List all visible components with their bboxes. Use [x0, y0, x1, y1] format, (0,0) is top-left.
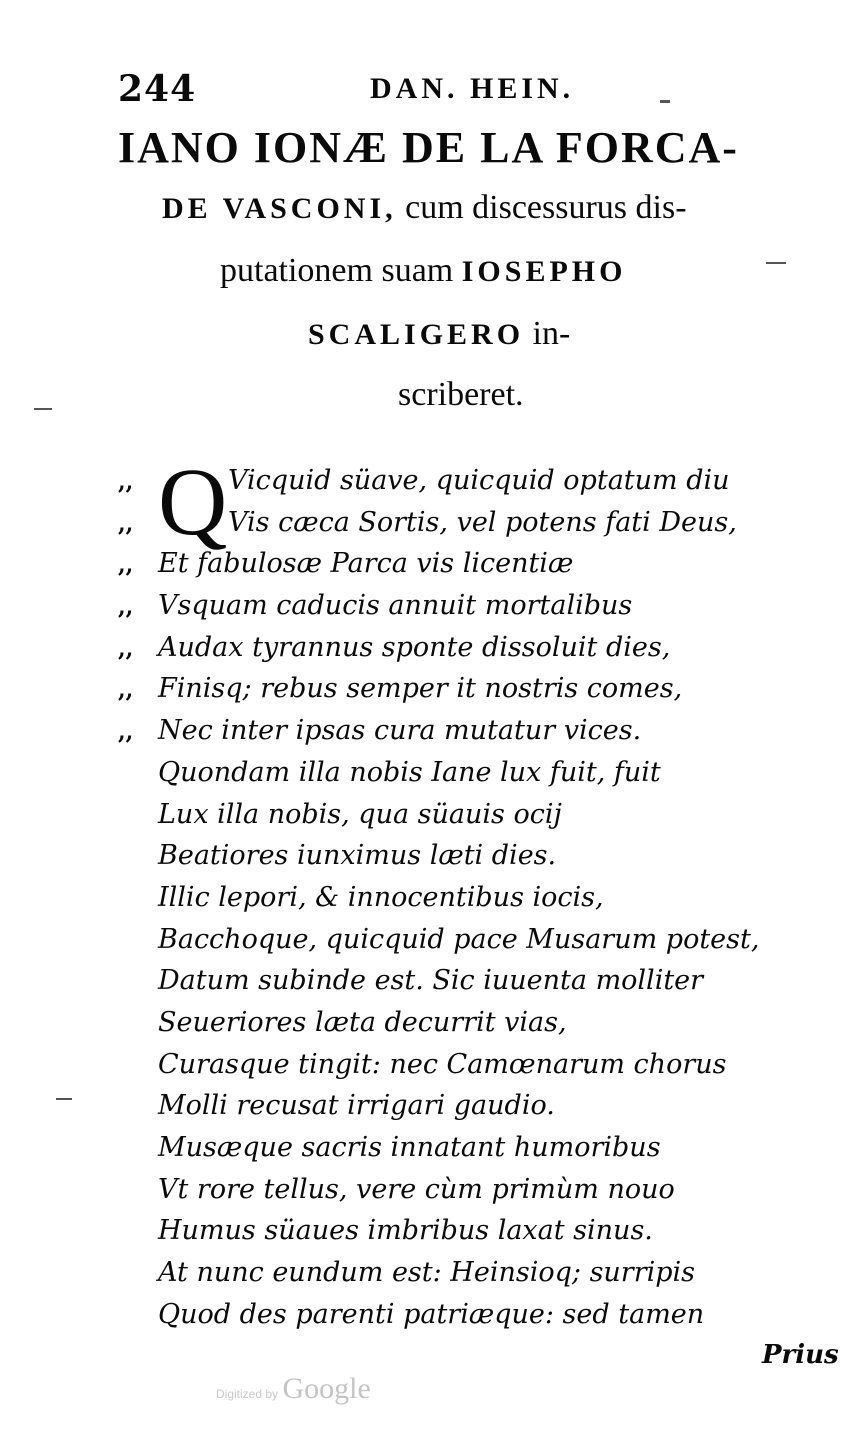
poem-lines	[118, 460, 818, 1335]
poem-line-text: Finisq; rebus semper it nostris comes,	[158, 673, 683, 705]
poem-line-text: Musæque sacris innatant humoribus	[158, 1132, 661, 1163]
poem-line	[118, 1294, 818, 1336]
poem-line	[118, 1044, 818, 1086]
poem-line-text: Audax tyrannus sponte dissoluit dies,	[158, 631, 671, 663]
poem-line-text: Quod des parenti patriæque: sed tamen	[158, 1298, 705, 1330]
title-line-4-rest: in-	[524, 315, 571, 352]
title-line-4-caps: SCALIGERO	[308, 318, 525, 351]
poem-line-text: Datum subinde est. Sic iuuenta molliter	[158, 965, 704, 997]
title-line-3-rest: putationem suam	[220, 252, 462, 289]
poem-line-text: Bacchoque, quicquid pace Musarum potest,	[158, 923, 760, 955]
poem-line-text: Seueriores læta decurrit vias,	[158, 1006, 567, 1038]
poem-line	[118, 710, 818, 752]
title-line-5: scriberet.	[398, 376, 524, 413]
poem-line	[118, 585, 818, 627]
poem-line-text: Curasque tingit: nec Camœnarum chorus	[158, 1048, 727, 1080]
poem-line	[118, 543, 818, 585]
poem-line	[118, 794, 818, 836]
poem-line	[118, 627, 818, 669]
ink-speck	[660, 100, 670, 103]
title-line-2-rest: cum discessurus dis-	[396, 189, 687, 226]
quotation-mark: ,,	[118, 594, 134, 621]
ink-speck	[56, 1098, 72, 1100]
poem-line-text: Quondam illa nobis Iane lux fuit, fuit	[158, 756, 661, 788]
poem-line	[118, 1002, 818, 1044]
page-number: 244	[118, 68, 197, 110]
quotation-mark: ,,	[118, 635, 134, 662]
poem-line	[118, 1252, 818, 1294]
poem-line-text: Humus süaues imbribus laxat sinus.	[158, 1215, 653, 1247]
drop-cap: Q	[158, 448, 228, 555]
poem-line-text: Molli recusat irrigari gaudio.	[158, 1090, 555, 1122]
quotation-mark: ,,	[118, 677, 134, 704]
poem-line-text: Lux illa nobis, qua süauis ocij	[158, 798, 562, 830]
quotation-mark: ,,	[118, 469, 134, 495]
poem-line-text: Illic lepori, & innocentibus iocis,	[158, 881, 604, 913]
poem-line-text: Vicquid süave, quicquid optatum diu	[228, 465, 730, 496]
digitization-watermark	[216, 1372, 371, 1406]
quotation-mark: ,,	[118, 719, 134, 746]
poem-line-text: At nunc eundum est: Heinsioq; surripis	[158, 1257, 696, 1289]
poem-line	[118, 502, 818, 544]
poem-line	[118, 1210, 818, 1252]
poem-line-text: Vt rore tellus, vere cùm primùm nouo	[158, 1173, 675, 1205]
poem-title	[100, 118, 840, 425]
poem-line	[118, 919, 818, 961]
poem-line	[118, 960, 818, 1002]
ink-speck	[766, 262, 786, 264]
poem-line	[118, 1169, 818, 1211]
poem-line	[118, 460, 818, 502]
poem-line-text: Et fabulosæ Parca vis licentiæ	[158, 548, 574, 580]
poem-line-text: Vsquam caducis annuit mortalibus	[158, 590, 633, 622]
title-line-2	[100, 178, 840, 239]
poem-line	[118, 877, 818, 919]
poem-line	[118, 668, 818, 710]
poem-body	[118, 448, 818, 1335]
poem-line	[118, 1127, 818, 1169]
quotation-mark: ,,	[118, 510, 134, 537]
title-line-3	[100, 239, 840, 304]
running-head	[118, 68, 678, 118]
poem-line-text: Nec inter ipsas cura mutatur vices.	[158, 715, 642, 747]
title-line-4	[100, 304, 840, 365]
title-line-2-caps: DE VASCONI,	[162, 192, 397, 225]
poem-line-text: Vis cæca Sortis, vel potens fati Deus,	[228, 506, 737, 538]
poem-line	[118, 752, 818, 794]
poem-line	[118, 835, 818, 877]
poem-line-text: Beatiores iunximus læti dies.	[158, 840, 557, 872]
catchword: Prius	[762, 1340, 839, 1370]
quotation-mark: ,,	[118, 552, 134, 579]
running-title: DAN. HEIN.	[370, 72, 575, 105]
watermark-brand: Google	[282, 1372, 371, 1405]
title-line-3-caps: IOSEPHO	[461, 255, 627, 288]
watermark-prefix: Digitized by	[216, 1387, 279, 1401]
title-line-1: IANO IONÆ DE LA FORCA-	[118, 123, 739, 172]
poem-line	[118, 1085, 818, 1127]
ink-speck	[34, 408, 52, 410]
